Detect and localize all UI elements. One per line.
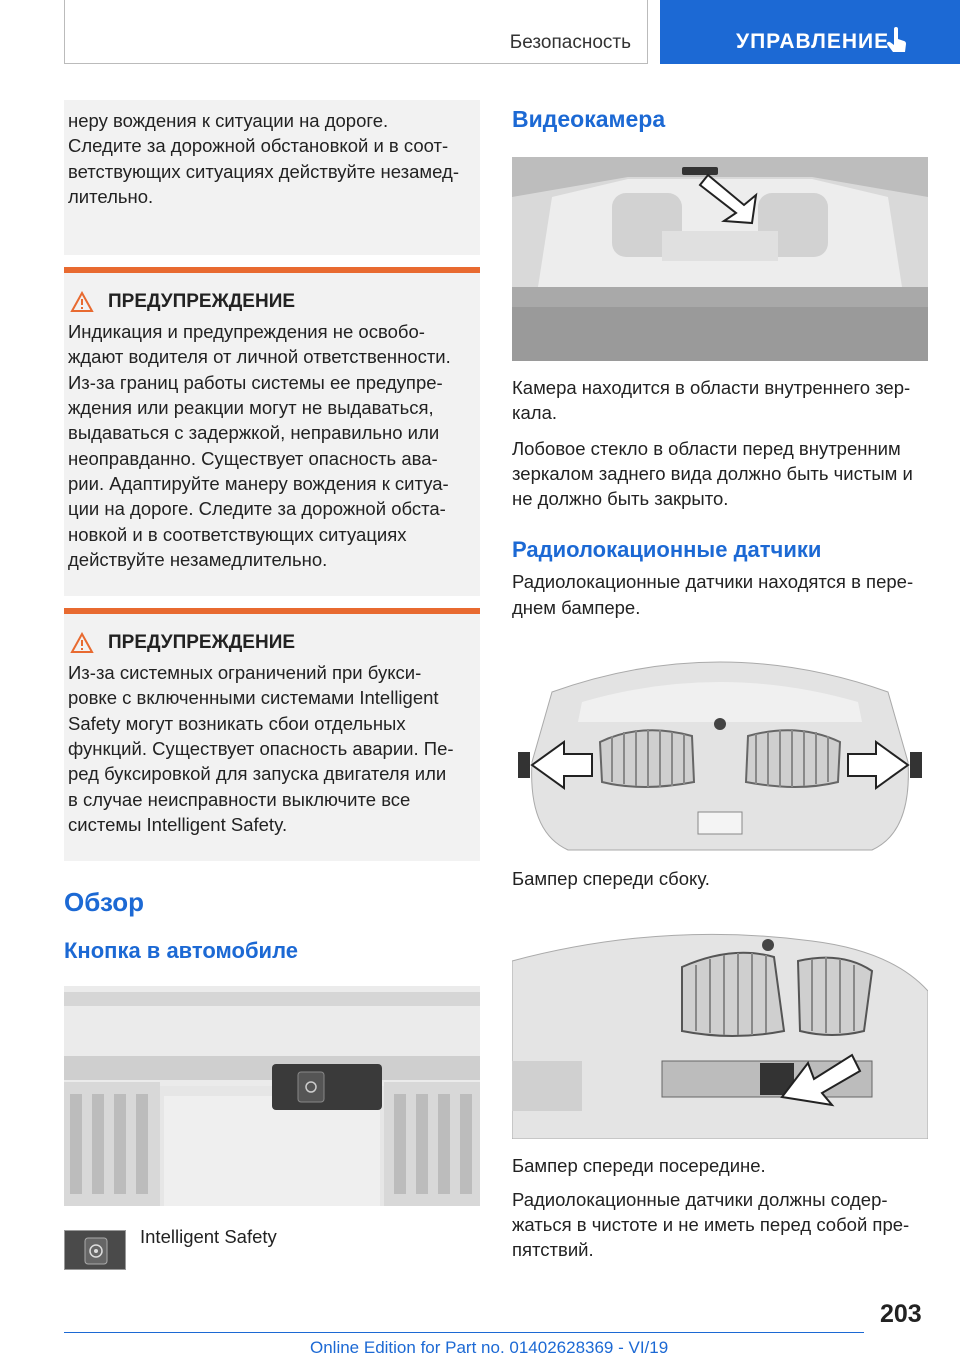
page-header bbox=[0, 0, 960, 66]
car-front-illustration bbox=[512, 632, 928, 852]
warning-line: ждения или реакции могут не выдаваться, bbox=[68, 397, 434, 419]
warning-triangle-icon bbox=[70, 291, 94, 313]
section-title: Безопасность bbox=[509, 32, 631, 53]
warning-line: рии. Адаптируйте манеру вождения к ситуа- bbox=[68, 472, 449, 494]
warning-box-2 bbox=[64, 608, 480, 861]
clean-line: Радиолокационные датчики должны содер- bbox=[512, 1188, 888, 1210]
warning-triangle-icon bbox=[70, 632, 94, 654]
left-column bbox=[64, 100, 480, 1268]
warning-box-1 bbox=[64, 267, 480, 596]
windshield-text bbox=[512, 436, 928, 512]
warning-line: Safety могут возникать сбои отдельных bbox=[68, 712, 406, 734]
button-heading: Кнопка в автомобиле bbox=[64, 938, 298, 964]
warning-title-text: ПРЕДУПРЕЖДЕНИЕ bbox=[108, 291, 296, 313]
warning-line: в случае неисправности выключите все bbox=[68, 788, 411, 810]
camera-line: Камера находится в области внутреннего зер- bbox=[512, 377, 911, 398]
warning-title bbox=[68, 291, 476, 313]
bumper-side-photo bbox=[512, 632, 928, 852]
caption-side: Бампер спереди сбоку. bbox=[512, 868, 710, 890]
caption-middle: Бампер спереди посередине. bbox=[512, 1155, 766, 1177]
warning-line: ровке с включенными системами Intelligent bbox=[68, 687, 439, 709]
button-label: Intelligent Safety bbox=[140, 1226, 277, 1248]
overview-heading: Обзор bbox=[64, 887, 144, 918]
camera-photo bbox=[512, 157, 928, 361]
intro-line: ветствующих ситуациях действуйте незамед- bbox=[68, 160, 459, 182]
hand-pointer-icon bbox=[886, 27, 908, 55]
car-bumper-illustration bbox=[512, 921, 928, 1139]
radar-line: днем бампере. bbox=[512, 596, 641, 618]
dashboard-illustration bbox=[64, 986, 480, 1206]
intro-line: неру вождения к ситуации на дороге. bbox=[68, 110, 389, 131]
edition-text: Online Edition for Part no. 01402628369 - VI/19 bbox=[310, 1338, 669, 1357]
warning-line: новкой и в соответствующих ситуациях bbox=[68, 523, 407, 545]
clean-line: пятствий. bbox=[512, 1239, 594, 1261]
footer-divider bbox=[64, 1332, 864, 1333]
windshield-line: зеркалом заднего вида должно быть чистым и bbox=[512, 462, 913, 484]
intro-box bbox=[64, 100, 480, 255]
windshield-line: Лобовое стекло в области перед внутренним bbox=[512, 437, 901, 459]
warning-title-text: ПРЕДУПРЕЖДЕНИЕ bbox=[108, 632, 296, 654]
chapter-title: УПРАВЛЕНИЕ bbox=[736, 30, 890, 53]
section-tab bbox=[64, 0, 648, 64]
chapter-tab bbox=[660, 0, 960, 64]
windshield-line: не должно быть закрыто. bbox=[512, 488, 729, 510]
clean-line: жаться в чистоте и не иметь перед собой пре- bbox=[512, 1213, 910, 1235]
clean-text bbox=[512, 1187, 928, 1263]
bumper-middle-photo bbox=[512, 921, 928, 1139]
warning-line: Индикация и предупреждения не освобо- bbox=[68, 321, 425, 343]
warning-line: ции на дороге. Следите за дорожной обста- bbox=[68, 498, 446, 520]
right-column bbox=[512, 100, 928, 1263]
camera-line: кала. bbox=[512, 402, 558, 424]
warning-line: системы Intelligent Safety. bbox=[68, 813, 288, 835]
warning-line: Из-за границ работы системы ее предупре- bbox=[68, 371, 443, 393]
warning-line: действуйте незамедлительно. bbox=[68, 548, 328, 570]
intelligent-safety-button-icon bbox=[64, 1230, 126, 1270]
button-photo bbox=[64, 986, 480, 1206]
warning-line: выдаваться с задержкой, неправильно или bbox=[68, 422, 440, 444]
warning-line: ждают водителя от личной ответственности. bbox=[68, 346, 451, 368]
intro-line: лительно. bbox=[68, 185, 154, 207]
camera-heading: Видеокамера bbox=[512, 106, 666, 132]
intro-line: Следите за дорожной обстановкой и в соот- bbox=[68, 135, 449, 157]
radar-text bbox=[512, 569, 928, 620]
radar-heading: Радиолокационные датчики bbox=[512, 537, 822, 563]
warning-line: функций. Существует опасность аварии. Пе- bbox=[68, 738, 454, 760]
warning-line: неоправданно. Существует опасность ава- bbox=[68, 447, 438, 469]
warning-line: ред буксировкой для запуска двигателя или bbox=[68, 763, 447, 785]
radar-line: Радиолокационные датчики находятся в пере- bbox=[512, 571, 914, 593]
camera-text bbox=[512, 375, 928, 426]
windshield-illustration bbox=[512, 157, 928, 361]
button-legend bbox=[64, 1224, 480, 1268]
warning-line: Из-за системных ограничений при букси- bbox=[68, 662, 422, 684]
page-number: 203 bbox=[880, 1300, 922, 1328]
warning-title bbox=[68, 632, 476, 654]
